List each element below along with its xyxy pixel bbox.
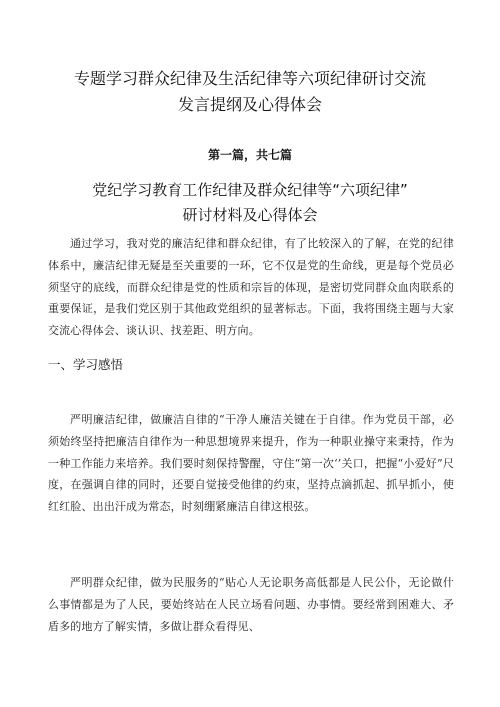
document-title-line-1: 专题学习群众纪律及生活纪律等六项纪律研讨交流 [73,69,426,88]
body-paragraph-mass-discipline: 严明群众纪律，做为民服务的“贴心人无论职务高低都是人民公仆，无论做什么事情都是为了人民，要始终站在人民立场看问题、办事情。要经常到困难大、矛盾多的地方了解实情，多做让群众看得见、 [48,576,454,633]
intro-paragraph: 通过学习，我对党的廉洁纪律和群众纪律，有了比较深入的了解，在党的纪律体系中，廉洁纪律无疑是至关重要的一环，它不仅是党的生命线，更是每个党员必须坚守的底线，而群众纪律是党的性质和宗旨的体现，是密切党同群众血肉联系的重要保证，是我们党区别于其他政党组织的显著标志。下面，我将围绕主题与大家交流心得体会、谈认识、找差距、明方向。 [48,237,454,338]
body-paragraph-integrity: 严明廉洁纪律，做廉洁自律的“干净人廉洁关键在于自律。作为党员干部，必须始终坚持把廉洁自律作为一种思想境界来提升，作为一种职业操守来秉持，作为一种工作能力来培养。我们要时刻保持警醒，守住“第一次‘’关口，把握“小爱好”尺度，在强调自律的同时，还要自觉接受他律的约束，坚持点滴抓起、抓早抓小，使红红脸、出出汗成为常态，时刻绷紧廉洁自律这根弦。 [48,413,454,514]
section-heading: 一、学习感悟 [48,357,124,372]
article-title-line-2: 研讨材料及心得体会 [182,206,318,224]
article-title-line-1: 党纪学习教育工作纪律及群众纪律等“六项纪律” [92,181,408,199]
article-title [40,178,460,228]
document-title-line-2: 发言提纲及心得体会 [177,95,322,114]
part-label: 第一篇，共七篇 [207,148,292,162]
document-title [40,66,460,118]
